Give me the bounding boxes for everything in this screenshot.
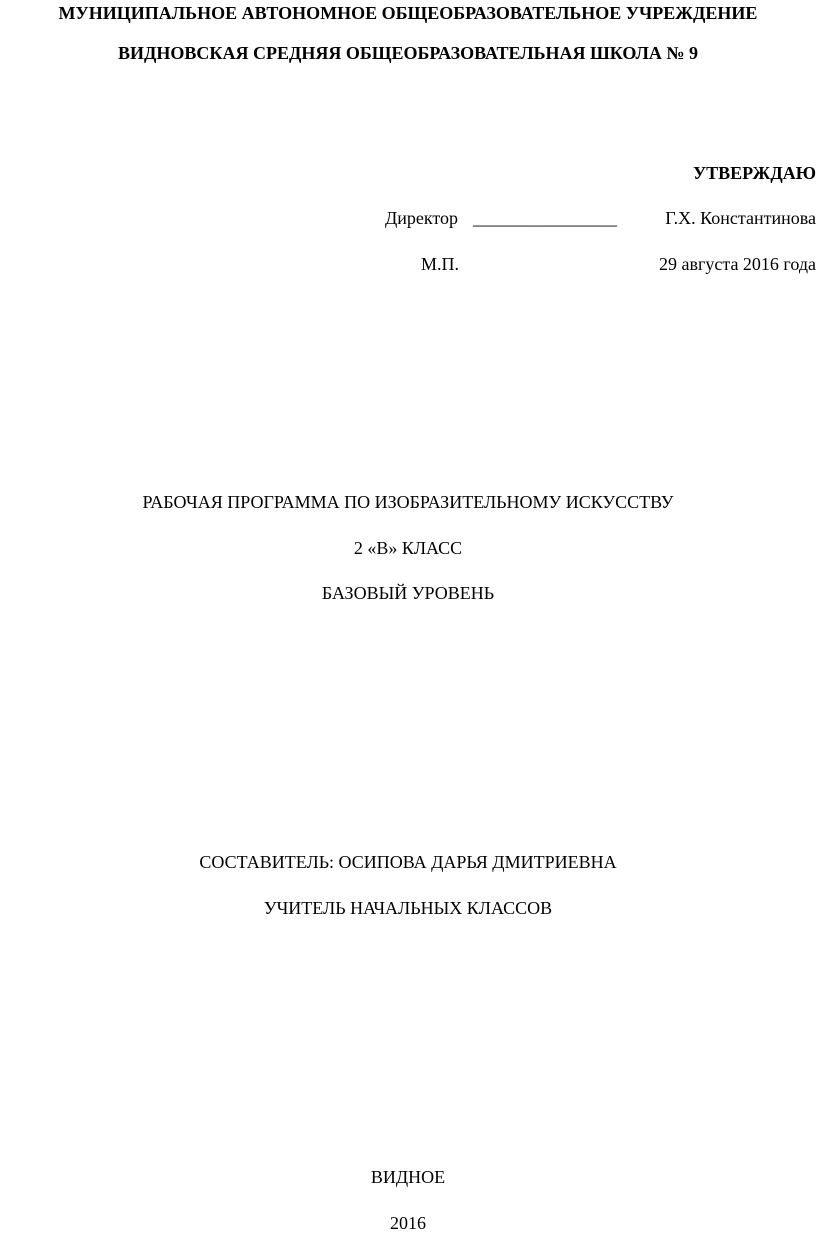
city-name: ВИДНОЕ (370, 1167, 446, 1187)
program-title: РАБОЧАЯ ПРОГРАММА ПО ИЗОБРАЗИТЕЛЬНОМУ ИСКУССТВУ (142, 492, 674, 512)
director-label: Директор (385, 208, 459, 228)
institution-name-line2: ВИДНОВСКАЯ СРЕДНЯЯ ОБЩЕОБРАЗОВАТЕЛЬНАЯ ШКОЛА № 9 (118, 43, 698, 63)
approval-title: УТВЕРЖДАЮ (692, 163, 816, 183)
approval-date: 29 августа 2016 года (659, 254, 816, 274)
program-level: БАЗОВЫЙ УРОВЕНЬ (321, 583, 495, 603)
compiler-name: СОСТАВИТЕЛЬ: ОСИПОВА ДАРЬЯ ДМИТРИЕВНА (199, 852, 617, 872)
stamp-label: М.П. (421, 254, 460, 274)
director-name: Г.Х. Константинова (665, 208, 816, 228)
document-year: 2016 (390, 1213, 426, 1233)
institution-name-line1: МУНИЦИПАЛЬНОЕ АВТОНОМНОЕ ОБЩЕОБРАЗОВАТЕЛЬНОЕ УЧРЕЖДЕНИЕ (58, 3, 758, 23)
signature-line: ________________ (473, 208, 617, 228)
compiler-position: УЧИТЕЛЬ НАЧАЛЬНЫХ КЛАССОВ (263, 898, 553, 918)
program-grade: 2 «В» КЛАСС (353, 538, 463, 558)
